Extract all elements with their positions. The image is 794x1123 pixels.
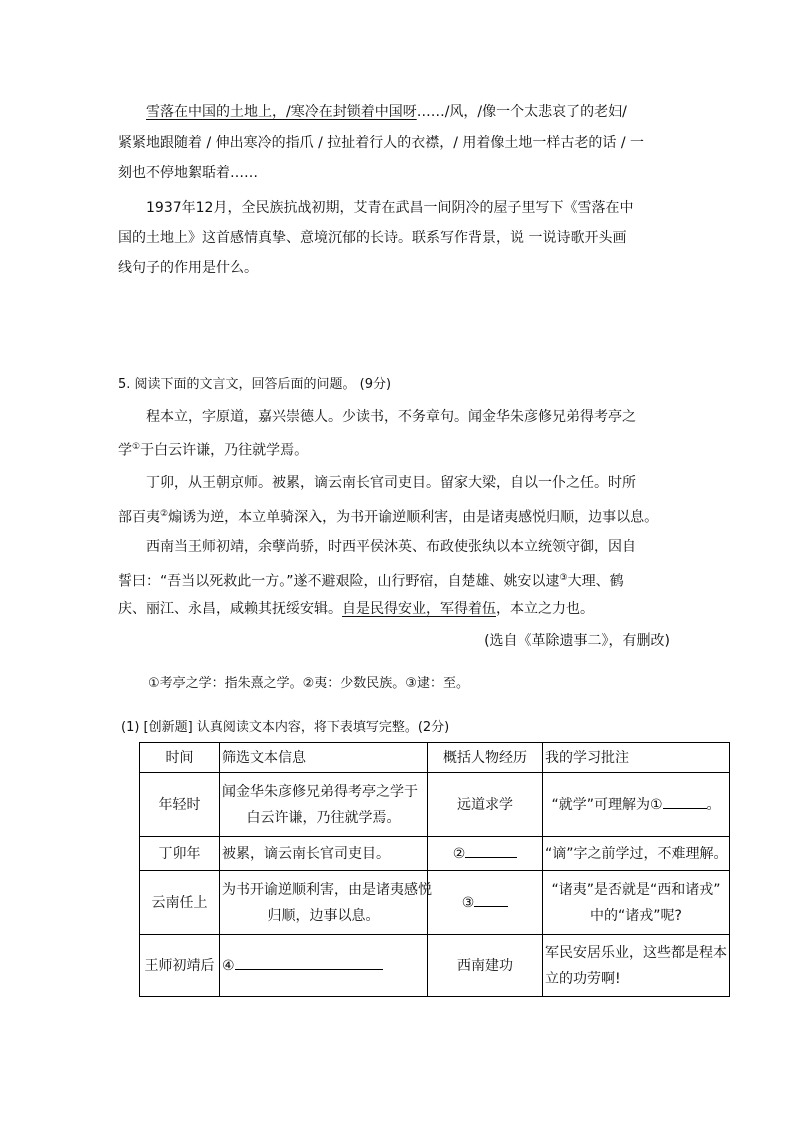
footnote-marker-1: ① xyxy=(132,442,141,452)
passage-para-1-line-1: 程本立，字原道，嘉兴崇德人。少读书，不务章句。闻金华朱彦修兄弟得考亭之 xyxy=(146,409,636,425)
row-4-note: 军民安居乐业，这些都是程本 立的功劳啊! xyxy=(543,935,730,997)
passage-para-3-line-1: 西南当王师初靖，余孽尚骄，时西平侯沐英、布政使张纨以本立统领守御，因自 xyxy=(146,539,636,555)
row-4-time: 王师初靖后 xyxy=(140,935,220,997)
row-3-info: 为书开谕逆顺利害，由是诸夷感悦 归顺，边事以息。 xyxy=(220,871,428,935)
row-1-note: “就学”可理解为① 。 xyxy=(543,773,730,837)
passage-para-3-line-2: 誓曰：“吾当以死救此一方。”遂不避艰险，山行野宿，自楚雄、姚安以逮③大理、鹤 xyxy=(118,573,624,590)
answer-blank-2[interactable] xyxy=(465,843,517,858)
poem-line-1: 雪落在中国的土地上，/寒冷在封锁着中国呀……/风，/像一个太悲哀了的老妇/ xyxy=(146,104,627,120)
header-notes: 我的学习批注 xyxy=(543,743,730,773)
passage-underlined-sentence: 自是民得安业，军得着伍 xyxy=(342,601,496,617)
table-row xyxy=(140,837,730,871)
passage-source: (选自《革除遗事二》，有删改) xyxy=(484,633,670,649)
subquestion-1-heading: (1) [创新题] 认真阅读文本内容，将下表填写完整。(2分) xyxy=(121,720,450,735)
row-2-summary: ② xyxy=(428,837,543,871)
row-3-summary: ③ xyxy=(428,871,543,935)
footnote-marker-2: ② xyxy=(160,509,169,519)
table-header-row xyxy=(140,743,730,773)
row-1-info: 闻金华朱彦修兄弟得考亭之学于 白云许谦，乃往就学焉。 xyxy=(220,773,428,837)
footnotes: ①考亭之学：指朱熹之学。②夷：少数民族。③逮：至。 xyxy=(148,676,469,691)
row-1-summary: 远道求学 xyxy=(428,773,543,837)
row-1-time: 年轻时 xyxy=(140,773,220,837)
row-3-note: “诸夷”是否就是“西和诸戎” 中的“诸戎”呢? xyxy=(543,871,730,935)
table-row xyxy=(140,935,730,997)
passage-para-2-line-1: 丁卯，从王朝京师。被累，谪云南长官司吏目。留家大梁，自以一仆之任。时所 xyxy=(146,475,636,491)
poem-line-3: 刻也不停地絮聒着…… xyxy=(118,165,258,181)
table-row xyxy=(140,773,730,837)
row-2-info: 被累，谪云南长官司吏目。 xyxy=(220,837,428,871)
row-4-summary: 西南建功 xyxy=(428,935,543,997)
question-4-line-3: 线句子的作用是什么。 xyxy=(118,260,258,276)
row-4-info: ④ xyxy=(220,935,428,997)
row-2-time: 丁卯年 xyxy=(140,837,220,871)
header-info: 筛选文本信息 xyxy=(220,743,428,773)
row-3-time: 云南任上 xyxy=(140,871,220,935)
question-4-line-2: 国的土地上》这首感情真挚、意境沉郁的长诗。联系写作背景，说 一说诗歌开头画 xyxy=(118,230,627,246)
answer-blank-1[interactable] xyxy=(663,794,707,809)
passage-para-2-line-2: 部百夷②煽诱为逆，本立单骑深入，为书开谕逆顺利害，由是诸夷感悦归顺，边事以息。 xyxy=(118,509,659,526)
passage-para-3-line-3: 庆、丽江、永昌，咸赖其抚绥安辑。自是民得安业，军得着伍，本立之力也。 xyxy=(118,601,594,617)
table-row xyxy=(140,871,730,935)
poem-underlined-text: 雪落在中国的土地上，/寒冷在封锁着中国呀 xyxy=(146,104,417,120)
question-5-heading: 5. 阅读下面的文言文，回答后面的问题。 (9分) xyxy=(118,377,392,392)
question-4-line-1: 1937年12月，全民族抗战初期，艾青在武昌一间阴冷的屋子里写下《雪落在中 xyxy=(146,200,634,216)
header-time: 时间 xyxy=(140,743,220,773)
header-summary: 概括人物经历 xyxy=(428,743,543,773)
answer-table xyxy=(139,742,730,997)
row-2-note: “谪”字之前学过，不难理解。 xyxy=(543,837,730,871)
answer-blank-3[interactable] xyxy=(474,892,508,907)
passage-para-1-line-2: 学①于白云许谦，乃往就学焉。 xyxy=(118,442,309,459)
answer-blank-4[interactable] xyxy=(235,955,383,970)
footnote-marker-3: ③ xyxy=(559,573,568,583)
poem-line-2: 紧紧地跟随着 / 伸出寒冷的指爪 / 拉扯着行人的衣襟，/ 用着像土地一样古老的话 / 一 xyxy=(118,135,645,151)
